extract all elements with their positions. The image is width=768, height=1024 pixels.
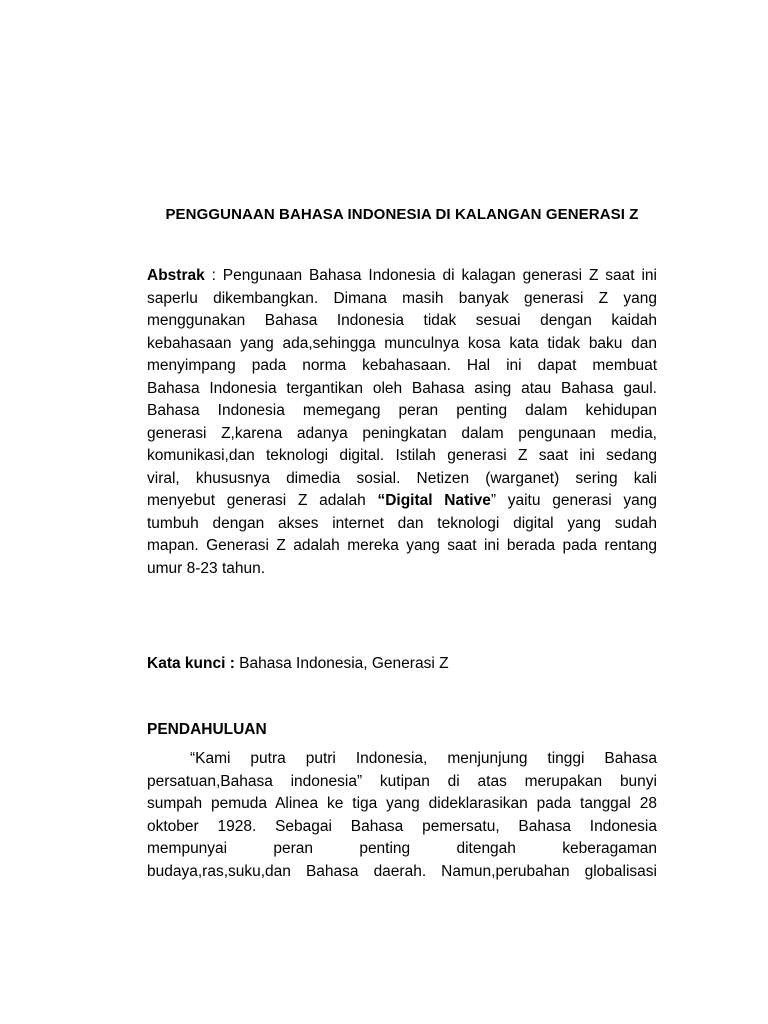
abstract-line: generasi Z,karena adanya peningkatan dalam pengunaan media,: [147, 424, 657, 442]
intro-line: “Kami putra putri Indonesia, menjunjung tinggi Bahasa: [190, 750, 657, 767]
abstract-line: [147, 490, 657, 513]
abstract-line: umur 8-23 tahun.: [147, 559, 266, 577]
document-title: PENGGUNAAN BAHASA INDONESIA DI KALANGAN GENERASI Z: [165, 206, 639, 223]
intro-line: sumpah pemuda Alinea ke tiga yang dideklarasikan pada tanggal 28: [147, 795, 657, 812]
abstract-line: tumbuh dengan akses internet dan teknologi digital yang sudah: [147, 514, 657, 532]
abstract-line: menggunakan Bahasa Indonesia tidak sesuai dengan kaidah: [147, 312, 657, 329]
abstract-line: viral, khususnya dimedia sosial. Netizen (warganet) sering kali: [147, 469, 657, 487]
section-heading: PENDAHULUAN: [147, 721, 267, 738]
keywords-row: [147, 653, 657, 676]
intro-line: mempunyai peran penting ditengah keberagaman: [147, 840, 657, 857]
keywords-line: [147, 653, 657, 676]
digital-native-term: “Digital Native: [377, 492, 491, 509]
keywords-label: Kata kunci :: [147, 655, 235, 672]
abstract-label: Abstrak: [147, 267, 205, 284]
abstract-paragraph: [147, 265, 657, 580]
abstract-line: kebahasaan yang ada,sehingga munculnya kosa kata tidak baku dan: [147, 334, 657, 352]
abstract-line: mapan. Generasi Z adalah mereka yang saat ini berada pada rentang: [147, 537, 657, 554]
abstract-line: Bahasa Indonesia memegang peran penting dalam kehidupan: [147, 402, 657, 419]
abstract-line: Bahasa Indonesia tergantikan oleh Bahasa asing atau Bahasa gaul.: [147, 379, 657, 397]
abstract-text: menyebut generasi Z adalah: [147, 492, 378, 509]
abstract-text: ” yaitu generasi yang: [490, 492, 657, 509]
abstract-line: [147, 265, 657, 288]
abstract-line: saperlu dikembangkan. Dimana masih banyak generasi Z yang: [147, 289, 657, 307]
keywords-value: Bahasa Indonesia, Generasi Z: [234, 655, 449, 672]
intro-line: persatuan,Bahasa indonesia” kutipan di atas merupakan bunyi: [147, 772, 657, 790]
abstract-line: menyimpang pada norma kebahasaan. Hal ini dapat membuat: [147, 357, 657, 374]
abstract-text: : Pengunaan Bahasa Indonesia di kalagan generasi Z saat ini: [204, 267, 657, 284]
abstract-line: komunikasi,dan teknologi digital. Istilah generasi Z saat ini sedang: [147, 447, 657, 464]
intro-line: oktober 1928. Sebagai Bahasa pemersatu, Bahasa Indonesia: [147, 817, 657, 835]
intro-paragraph: [147, 748, 657, 883]
intro-line: budaya,ras,suku,dan Bahasa daerah. Namun,perubahan globalisasi: [147, 862, 657, 880]
